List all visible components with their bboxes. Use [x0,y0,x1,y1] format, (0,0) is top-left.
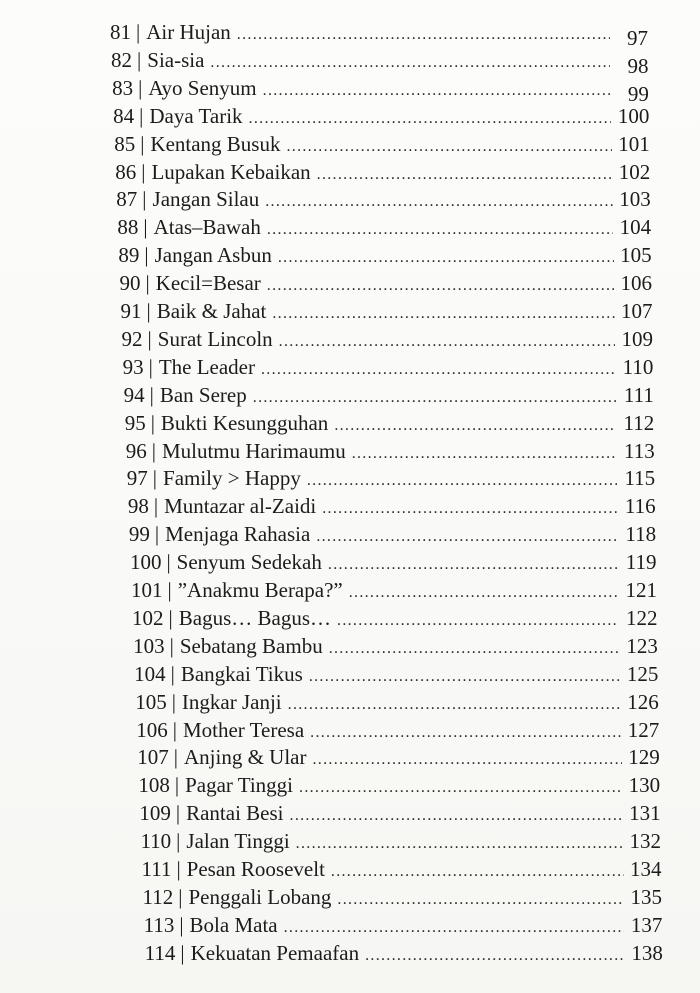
entry-title: Jalan Tinggi [186,829,290,854]
toc-entry [126,437,655,465]
entry-separator: | [152,466,158,491]
toc-entry [135,688,659,716]
entry-number: 99 [128,522,150,547]
toc-entry [112,74,649,106]
entry-separator: | [140,131,145,156]
entry-separator: | [171,689,176,714]
entry-title: Jangan Asbun [154,243,272,268]
entry-title: Ayo Senyum [148,75,257,100]
entry-number: 81 [110,20,131,44]
entry-page-number: 106 [620,271,653,296]
entry-title: Bagus… Bagus… [178,605,332,630]
toc-entry [116,185,650,213]
dot-leader [272,300,614,328]
entry-page-number: 116 [624,494,656,519]
toc-entry [119,269,652,297]
entry-title: Jangan Silau [152,187,260,212]
entry-title: Daya Tarik [149,103,243,128]
entry-number: 109 [139,801,171,826]
entry-title: The Leader [158,354,255,379]
entry-number: 85 [114,131,136,156]
entry-number: 87 [116,187,138,212]
dot-leader [313,746,622,774]
dot-leader [296,830,623,858]
entry-number: 100 [129,550,162,575]
entry-number: 108 [138,773,170,798]
entry-separator: | [168,605,173,630]
entry-page-number: 119 [625,550,657,575]
entry-title: Kentang Busuk [150,131,281,156]
entry-title: ”Anakmu Berapa?” [177,578,343,602]
entry-page-number: 132 [629,829,662,854]
entry-page-number: 127 [627,717,660,742]
entry-title: Sia-sia [147,47,205,72]
entry-number: 102 [132,605,164,630]
entry-number: 92 [121,326,143,351]
entry-separator: | [145,271,150,296]
entry-number: 104 [134,661,166,686]
entry-separator: | [174,773,180,798]
entry-number: 97 [126,466,148,491]
entry-page-number: 112 [623,410,655,435]
dot-leader [290,802,623,830]
dot-leader [337,607,619,635]
entry-title: Senyum Sedekah [176,550,322,575]
dot-leader [261,356,615,384]
toc-entry [115,158,650,186]
entry-page-number: 135 [630,884,662,909]
entry-title: Rantai Besi [186,801,284,826]
dot-leader [322,495,617,523]
dot-leader [299,774,622,802]
entry-number: 103 [133,633,165,658]
dot-leader [284,914,625,942]
toc-entry [142,855,662,883]
dot-leader [329,635,620,663]
toc-entry [111,46,649,78]
entry-separator: | [176,829,181,854]
entry-page-number: 105 [620,243,652,268]
entry-number: 88 [117,215,139,240]
entry-number: 91 [120,299,142,323]
dot-leader [263,77,611,105]
entry-page-number: 103 [619,187,651,212]
dot-leader [253,384,616,412]
entry-separator: | [176,857,181,881]
dot-leader [265,188,612,216]
dot-leader [328,551,619,579]
entry-page-number: 102 [618,159,651,184]
entry-page-number: 98 [627,53,649,78]
entry-page-number: 134 [630,857,662,881]
entry-number: 95 [124,410,146,435]
entry-number: 101 [131,578,163,602]
entry-number: 112 [142,884,174,909]
dot-leader [278,244,614,272]
entry-page-number: 125 [626,661,659,686]
entry-separator: | [137,47,142,72]
entry-separator: | [154,522,160,547]
entry-title: Lupakan Kebaikan [151,159,311,184]
entry-title: Anjing & Ular [184,745,307,770]
entry-page-number: 110 [622,354,654,379]
entry-number: 83 [112,75,134,100]
entry-separator: | [180,940,185,965]
entry-number: 111 [141,857,172,881]
entry-page-number: 113 [624,438,655,463]
entry-title: Atas–Bawah [153,215,261,240]
entry-number: 86 [115,159,137,184]
entry-separator: | [151,438,156,463]
dot-leader [286,133,611,161]
entry-page-number: 122 [625,605,658,630]
entry-number: 89 [118,243,140,268]
toc-entry [136,716,659,744]
toc-entry [123,353,654,381]
toc-entry [128,492,656,520]
entry-separator: | [178,884,183,909]
toc-entry [118,241,651,269]
dot-leader [365,942,625,970]
entry-title: Mulutmu Harimaumu [161,438,346,463]
dot-leader [310,719,621,747]
entry-number: 94 [123,382,145,407]
dot-leader [316,523,618,551]
entry-separator: | [166,550,171,575]
toc-entry [117,213,651,241]
entry-page-number: 101 [618,131,650,156]
entry-number: 96 [125,438,147,463]
toc-entry [132,604,657,632]
entry-number: 105 [135,689,167,714]
toc-entry [144,911,663,939]
dot-leader [249,105,612,133]
entry-page-number: 137 [630,912,663,937]
dot-leader [334,412,616,440]
toc-entry [130,548,657,576]
entry-separator: | [146,299,151,323]
toc-entry [134,660,658,688]
toc-entry [124,381,654,409]
dot-leader [317,161,613,189]
toc-entry [137,743,659,771]
entry-separator: | [153,494,159,519]
toc-entry [121,297,653,325]
entry-separator: | [144,243,149,268]
entry-page-number: 129 [628,745,660,770]
entry-separator: | [141,159,146,184]
entry-separator: | [149,382,154,407]
dot-leader [307,467,617,495]
entry-title: Pagar Tinggi [185,773,294,798]
entry-separator: | [170,661,175,686]
entry-page-number: 138 [631,940,663,965]
toc-entry [143,883,662,911]
entry-number: 110 [140,829,172,854]
entry-title: Kekuatan Pemaafan [190,940,360,965]
toc-entry [139,799,660,827]
entry-separator: | [136,20,141,44]
entry-separator: | [179,912,184,937]
toc-entry [129,520,656,548]
entry-page-number: 118 [625,522,657,547]
dot-leader [331,858,624,886]
dot-leader [237,21,610,49]
entry-page-number: 97 [627,26,648,50]
toc-entry [125,409,655,437]
entry-separator: | [173,745,179,770]
entry-page-number: 126 [627,689,659,714]
entry-number: 84 [113,103,135,128]
entry-separator: | [150,410,155,435]
entry-number: 93 [122,354,144,379]
entry-page-number: 123 [626,633,658,658]
entry-separator: | [167,578,172,602]
entry-title: Sebatang Bambu [179,633,323,658]
toc-entry [114,130,650,158]
entry-title: Kecil=Besar [155,271,261,296]
dot-leader [349,579,619,607]
toc-entry [138,771,660,799]
toc-entry [127,464,655,492]
entry-page-number: 121 [625,578,657,602]
entry-title: Bola Mata [189,912,278,937]
toc-entry [131,576,657,604]
entry-title: Ban Serep [159,382,247,407]
toc-entry [122,325,653,353]
toc-entry [145,939,663,967]
entry-number: 90 [119,271,141,296]
entry-separator: | [169,633,174,658]
dot-leader [210,49,610,77]
dot-leader [267,272,614,300]
entry-page-number: 111 [623,382,654,407]
dot-leader [267,216,613,244]
entry-page-number: 100 [617,103,650,128]
entry-title: Air Hujan [146,20,231,44]
entry-separator: | [147,326,152,351]
entry-number: 114 [144,940,176,965]
toc-entry [133,632,658,660]
entry-separator: | [148,354,153,379]
toc-entry [140,827,661,855]
toc-entry [110,18,648,50]
entry-page-number: 131 [629,801,661,826]
entry-separator: | [172,717,177,742]
entry-title: Bukti Kesungguhan [160,410,329,435]
entry-page-number: 130 [628,773,661,798]
entry-title: Family > Happy [163,466,301,491]
entry-title: Muntazar al-Zaidi [164,494,317,519]
entry-page-number: 107 [621,299,653,323]
entry-number: 113 [143,912,175,937]
entry-separator: | [175,801,181,826]
entry-title: Pesan Roosevelt [186,857,325,881]
entry-title: Penggali Lobang [188,884,332,909]
entry-separator: | [139,103,144,128]
entry-number: 82 [111,47,133,72]
dot-leader [337,886,624,914]
entry-page-number: 109 [621,326,653,351]
entry-page-number: 115 [624,466,656,491]
entry-page-number: 104 [619,215,652,240]
entry-title: Menjaga Rahasia [165,522,311,547]
dot-leader [309,663,621,691]
dot-leader [279,328,615,356]
entry-title: Ingkar Janji [181,689,282,714]
entry-page-number: 99 [627,81,649,106]
entry-number: 106 [136,717,168,742]
dot-leader [288,691,621,719]
entry-separator: | [143,215,148,240]
entry-title: Bangkai Tikus [180,661,303,686]
entry-separator: | [138,75,143,100]
entry-number: 107 [137,745,169,770]
toc-entry [113,102,649,130]
entry-title: Surat Lincoln [157,326,273,351]
entry-title: Baik & Jahat [156,299,267,323]
dot-leader [352,440,617,468]
entry-title: Mother Teresa [182,717,305,742]
entry-number: 98 [127,494,149,519]
entry-separator: | [142,187,147,212]
